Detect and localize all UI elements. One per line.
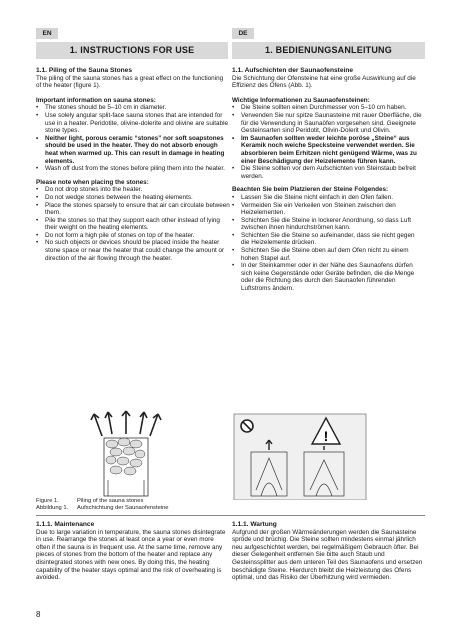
important-list xyxy=(232,104,424,180)
prohibited-example xyxy=(234,414,366,500)
placing-list xyxy=(36,186,230,262)
list-item: • Lassen Sie die Steine nicht einfach in den Ofen fallen. xyxy=(232,194,424,202)
list-item: • Pile the stones so that they support each other instead of lying their weight on the heating elements. xyxy=(36,217,230,232)
caption-label-de: Abbildung 1. xyxy=(36,505,69,512)
placing-heading: Please note when placing the stones: xyxy=(36,178,149,186)
placing-list xyxy=(232,194,424,293)
placing-heading: Beachten Sie beim Platzieren der Steine Folgendes: xyxy=(232,186,389,194)
intro-paragraph: The piling of the sauna stones has a great effect on the functioning of the heater (figure 1). xyxy=(36,74,224,90)
lang-tag-de: DE xyxy=(232,28,254,39)
list-item: • Do not wedge stones between the heating elements. xyxy=(36,194,230,202)
maintenance-title: 1.1.1. Wartung xyxy=(232,521,277,528)
section-divider xyxy=(36,515,425,516)
list-item: • Do not drop stones into the heater. xyxy=(36,186,230,194)
svg-text:!: ! xyxy=(323,428,329,444)
section-banner-en: 1. INSTRUCTIONS FOR USE xyxy=(36,42,228,59)
page-number: 8 xyxy=(36,610,41,619)
important-heading: Wichtige Informationen zu Saunaofensteinen: xyxy=(232,96,370,104)
figure-caption xyxy=(36,498,169,512)
german-column xyxy=(232,67,424,299)
section-banner-de: 1. BEDIENUNGSANLEITUNG xyxy=(232,42,425,59)
list-item: • The stones should be 5–10 cm in diameter. xyxy=(36,104,230,112)
list-item: • Vermeiden Sie ein Verkeilen von Steinen zwischen den Heizelementen. xyxy=(232,202,424,217)
caption-text-de: Aufschichtung der Saunaofensteine xyxy=(77,505,169,512)
list-item: • Die Steine sollten vor dem Aufschichten von Steinstaub befreit werden. xyxy=(232,165,424,180)
maintenance-section-de xyxy=(232,521,424,582)
list-item: • Schichten Sie die Steine oben auf dem Ofen nicht zu einem hohen Stapel auf. xyxy=(232,247,424,262)
list-item: • Neither light, porous ceramic “stones” nor soft soapstones should be used in the heater. They do not absorb enough heat when warmed up. This can result in damage in heating elements. xyxy=(36,135,230,165)
list-item: • Use solely angular split-face sauna stones that are intended for use in a heater. Peridotite, olivine-dolerite and olivine are suitable stone types. xyxy=(36,112,230,135)
list-item: • Die Steine sollten einen Durchmesser von 5–10 cm haben. xyxy=(232,104,424,112)
maintenance-section-en xyxy=(36,521,228,582)
caption-label-en: Figure 1. xyxy=(36,498,59,504)
correct-heater-drawing xyxy=(91,411,161,496)
stone-piling-illustration xyxy=(36,410,425,500)
list-item: • No such objects or devices should be placed inside the heater stone space or near the heater that could change the amount or direction of the air flowing through the heater. xyxy=(36,239,230,262)
intro-paragraph: Die Schichtung der Ofensteine hat eine große Auswirkung auf die Effizienz des Ofens (Abb. 1). xyxy=(232,74,416,90)
important-heading: Important information on sauna stones: xyxy=(36,96,156,104)
maintenance-text: Aufgrund der großen Wärmeänderungen werden die Saunasteine spröde und brüchig. Die Steine sollten mindestens einmal jährlich neu aufgeschichtet werden, bei regelmäßigem Gebrauch öfter. Bei dieser Gelegenheit entfernen Sie bitte auch Staub und Gesteinssplitter aus dem unteren Teil des Saunaofens und ersetzen beschädigte Steine. Hierdurch bleibt die Heizleistung des Ofens optimal, und das Risiko der Überhitzung wird vermieden. xyxy=(232,528,423,582)
list-item: • Verwenden Sie nur spitze Saunasteine mit rauer Oberfläche, die für die Verwendung in Saunaöfen vorgesehen sind. Geeignete Gesteinsarten sind Peridotit, Olivin-Dolerit und Olivin. xyxy=(232,112,424,135)
english-column xyxy=(36,67,230,268)
no-entry-icon xyxy=(241,420,253,432)
list-item: • Im Saunaofen sollten weder leichte poröse „Steine“ aus Keramik noch weiche Specksteine verwendet werden. Sie absorbieren beim Erhitzen nicht genügend Wärme, was zu einer Beschädigung der Heizelemente führen kann. xyxy=(232,135,424,165)
caption-text-en: Piling of the sauna stones xyxy=(77,498,144,504)
list-item: • Schichten Sie die Steine in lockerer Anordnung, so dass Luft zwischen ihnen hindurchströmen kann. xyxy=(232,217,424,232)
list-item: • Place the stones sparsely to ensure that air can circulate between them. xyxy=(36,202,230,217)
list-item: • Do not form a high pile of stones on top of the heater. xyxy=(36,232,230,240)
maintenance-text: Due to large variation in temperature, the sauna stones disintegrate in use. Rearrange the stones at least once a year or even more often if the sauna is in frequent use. At the same time, remove any pieces of stones from the bottom of the heater and replace any disintegrated stones with new ones. By doing this, the heating capability of the heater stays optimal and the risk of overheating is avoided. xyxy=(36,528,226,582)
list-item: • Wash off dust from the stones before piling them into the heater. xyxy=(36,165,230,173)
list-item: • In der Steinkammer oder in der Nähe des Saunaofens dürfen sich keine Gegenstände oder Geräte befinden, die die Menge oder die Richtung des durch den Saunaofen führenden Luftstroms ändern. xyxy=(232,262,424,292)
maintenance-title: 1.1.1. Maintenance xyxy=(36,521,95,528)
list-item: • Schichten Sie die Steine so aufeinander, dass sie nicht gegen die Heizelemente drücken. xyxy=(232,232,424,247)
important-list xyxy=(36,104,230,172)
section-title: 1.1. Aufschichten der Saunaofensteine xyxy=(232,67,354,74)
section-title: 1.1. Piling of the Sauna Stones xyxy=(36,67,132,74)
lang-tag-en: EN xyxy=(36,28,58,39)
